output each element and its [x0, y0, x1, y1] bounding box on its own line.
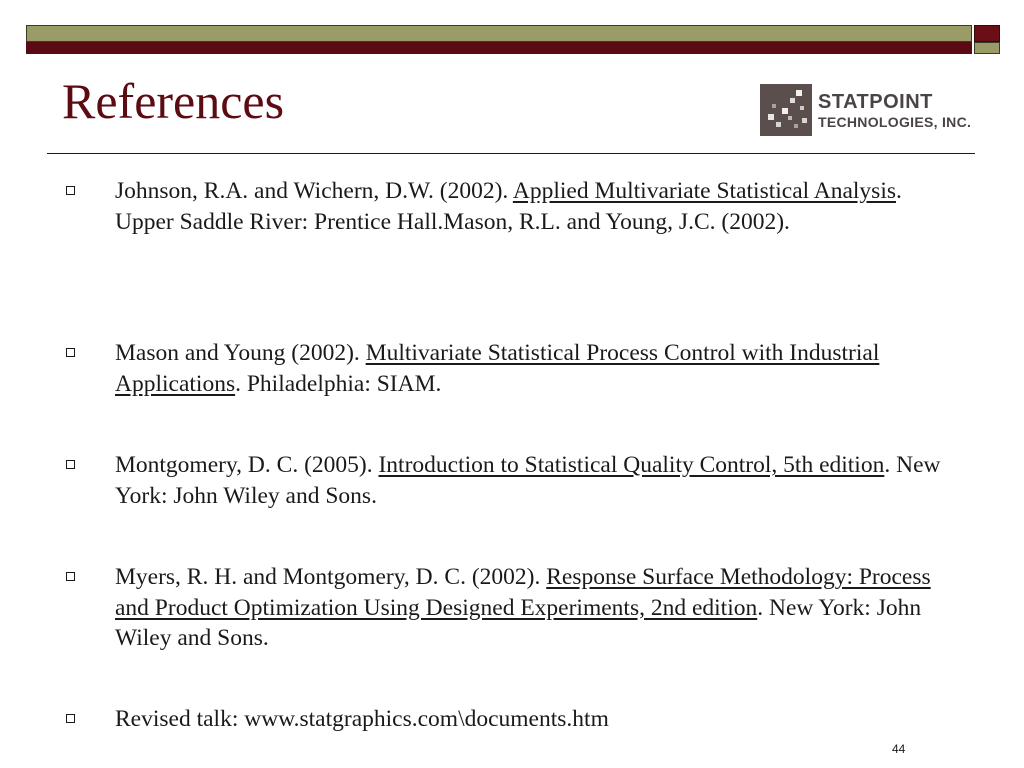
square-bullet-icon — [66, 572, 75, 581]
reference-text — [115, 450, 965, 511]
reference-text — [115, 176, 965, 237]
revised-talk-text: Revised talk: www.statgraphics.com\documents.htm — [115, 706, 609, 732]
reference-book-title: Multivariate Statistical Process Control with Industrial Applications — [115, 340, 880, 397]
statpoint-logo — [760, 84, 1000, 138]
header-decoration-bar — [26, 25, 1000, 54]
reference-authors: Johnson, R.A. and Wichern, D.W. (2002). — [115, 178, 513, 204]
reference-authors: Montgomery, D. C. (2005). — [115, 452, 379, 478]
reference-book-title: Applied Multivariate Statistical Analysis — [512, 178, 897, 204]
reference-publisher: . New York: John Wiley and Sons. — [115, 452, 941, 509]
olive-stripe — [26, 25, 972, 42]
maroon-stripe — [26, 42, 972, 54]
slide-number: 44 — [892, 742, 906, 756]
reference-publisher: . New York: John Wiley and Sons. — [115, 594, 922, 651]
reference-text — [115, 338, 965, 399]
square-bullet-icon — [66, 714, 75, 723]
logo-mark-icon — [760, 84, 812, 136]
reference-book-title: Introduction to Statistical Quality Control, 5th edition — [378, 452, 885, 478]
logo-text-line1: STATPOINT — [818, 91, 933, 113]
square-bullet-icon — [66, 348, 75, 357]
logo-text-line2: TECHNOLOGIES, INC. — [818, 114, 972, 130]
title-divider — [47, 153, 975, 154]
reference-publisher: . Philadelphia: SIAM. — [235, 370, 442, 397]
reference-book-title: Response Surface Methodology: Process and Product Optimization Using Designed Experiments, 2nd edition — [115, 564, 931, 621]
reference-text — [115, 562, 965, 654]
square-bullet-icon — [66, 186, 75, 195]
reference-authors: Myers, R. H. and Montgomery, D. C. (2002). — [115, 564, 547, 590]
reference-authors: Mason and Young (2002). — [115, 340, 366, 366]
reference-publisher: . Upper Saddle River: Prentice Hall.Mason, R.L. and Young, J.C. (2002). — [115, 178, 902, 235]
maroon-square — [974, 25, 1000, 42]
square-bullet-icon — [66, 460, 75, 469]
reference-text — [115, 704, 965, 735]
olive-square — [974, 42, 1000, 54]
slide-title: References — [62, 73, 285, 129]
